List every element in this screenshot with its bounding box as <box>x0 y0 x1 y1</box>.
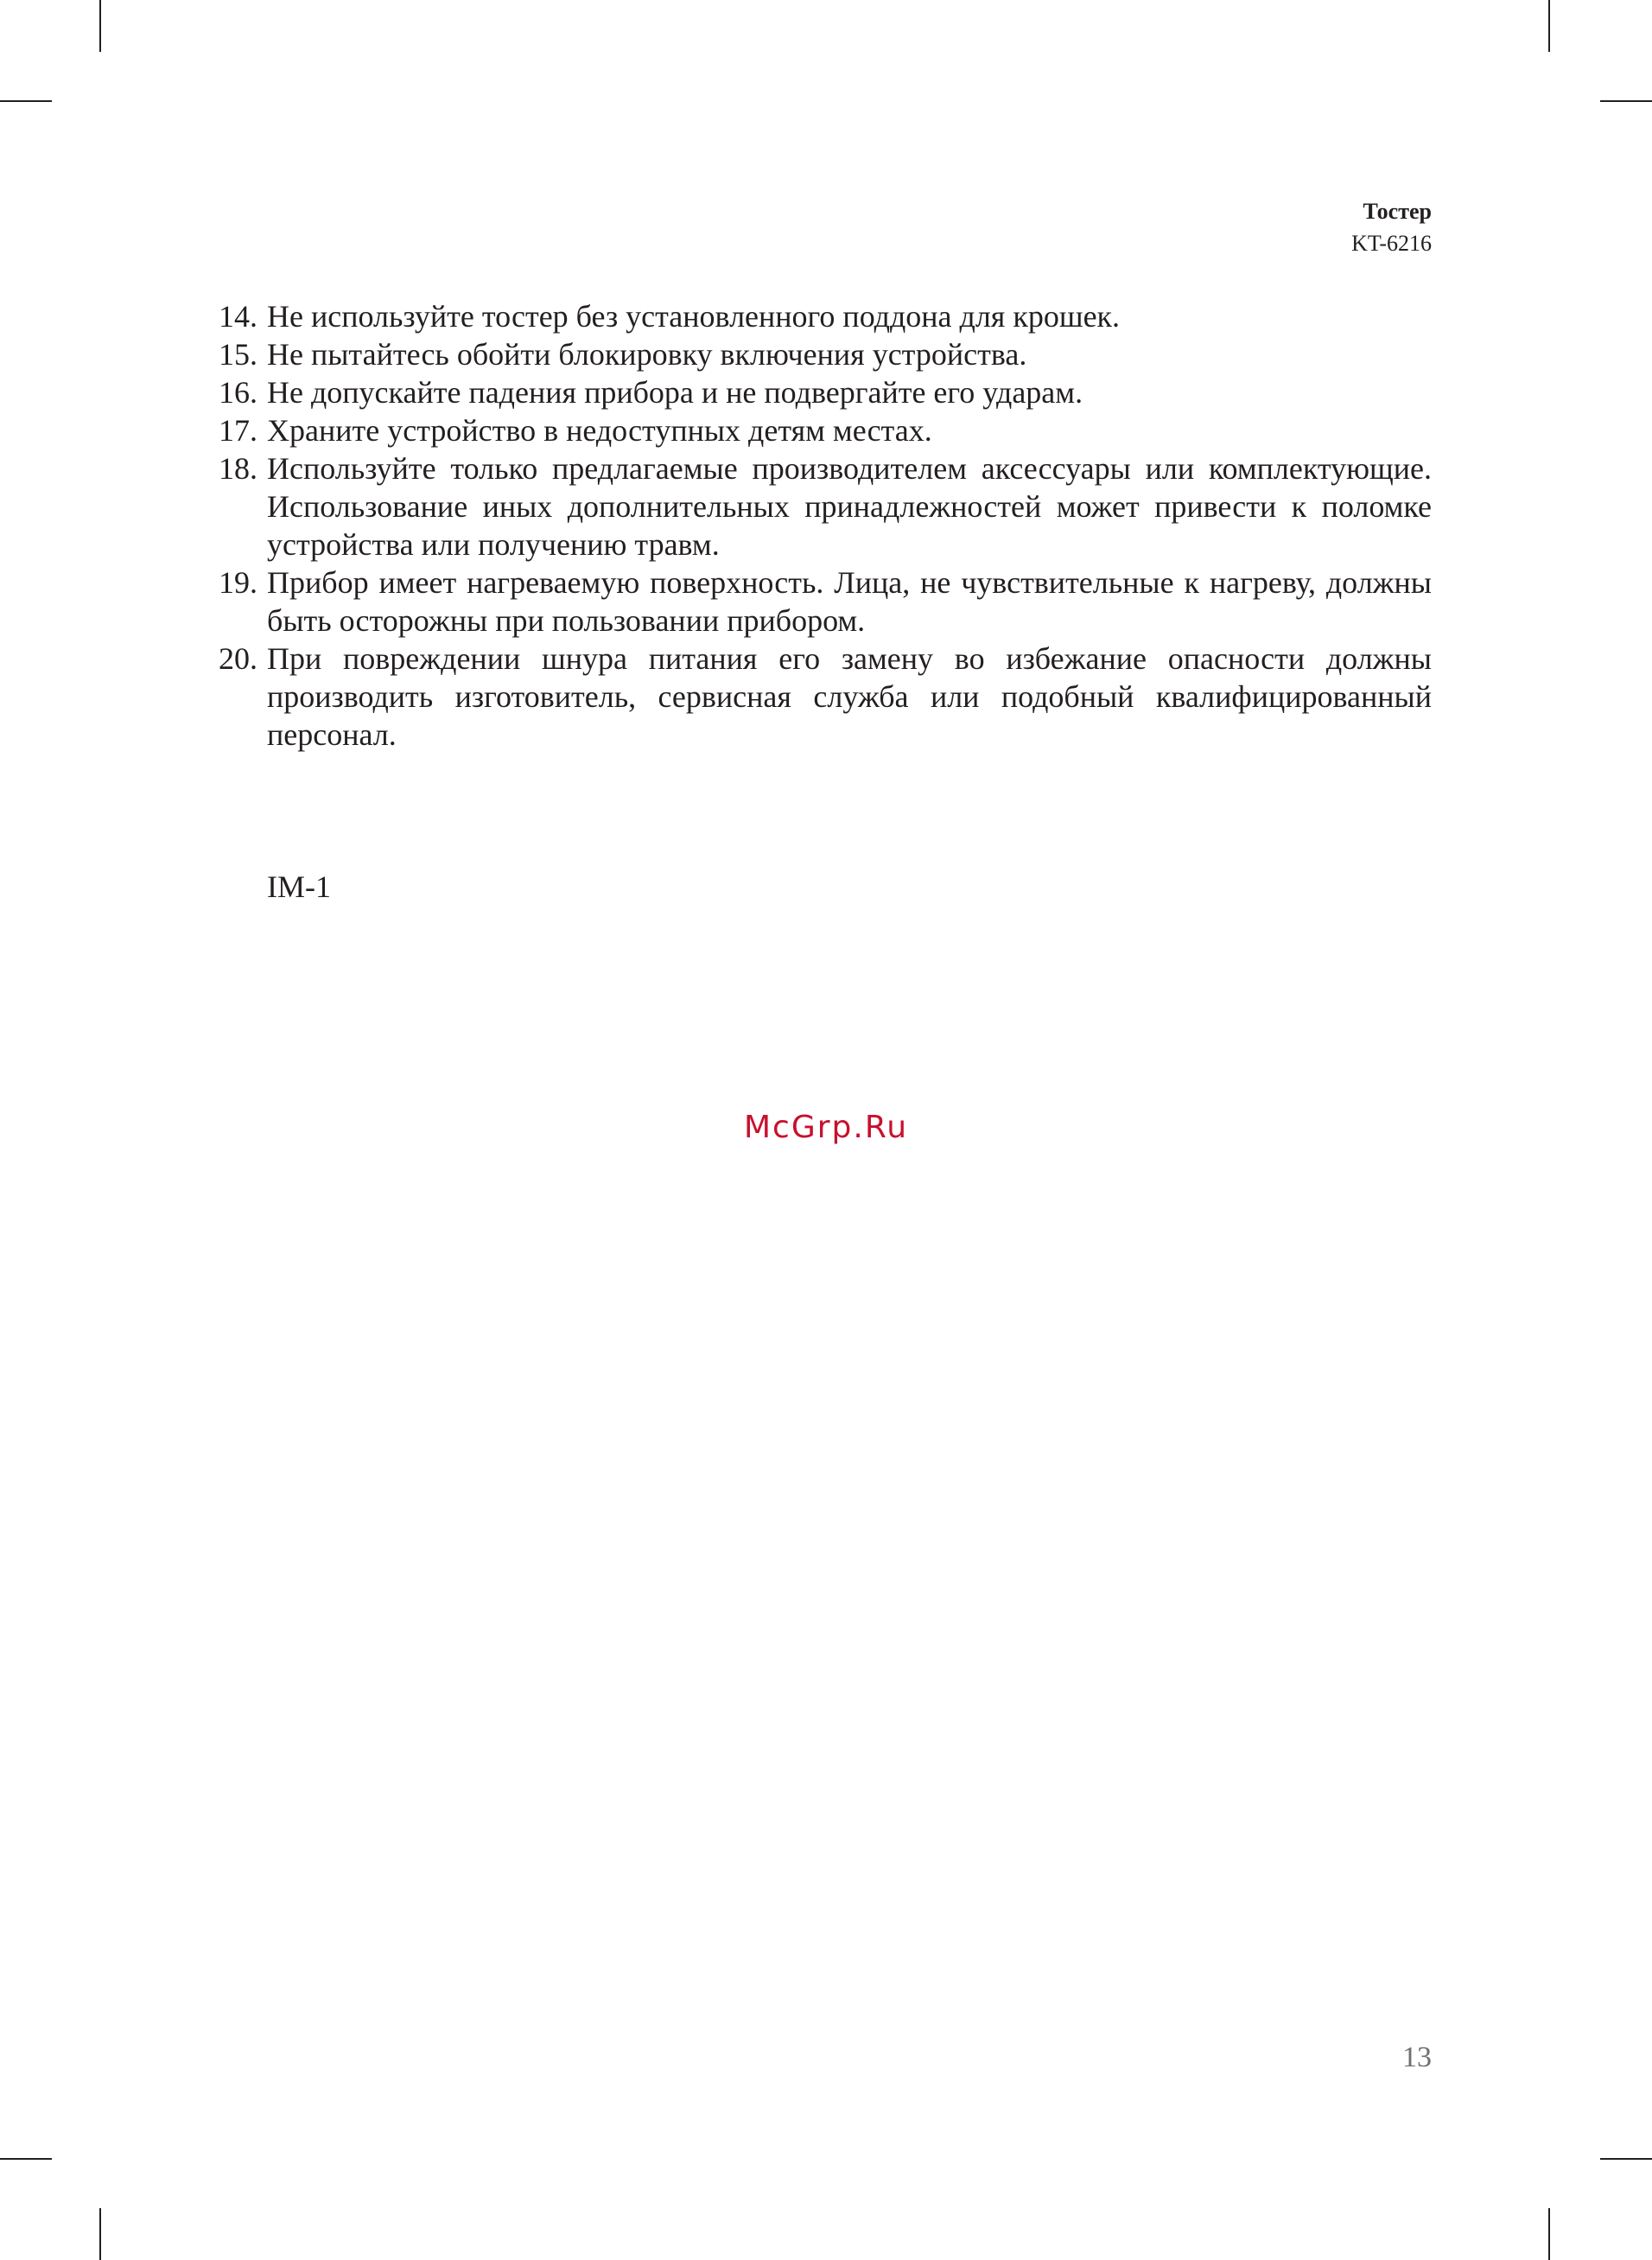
crop-mark <box>1548 0 1550 52</box>
item-text: Не пытайтесь обойти блокировку включения устройства. <box>267 337 1027 372</box>
item-number: 18. <box>219 451 257 486</box>
list-item <box>219 449 1432 563</box>
crop-mark <box>1600 2158 1652 2160</box>
item-text: При повреждении шнура питания его замену во избежание опасности должны производить изготовитель, сервисная служба или подобный квалифицированный персонал. <box>267 641 1432 752</box>
page-number: 13 <box>1402 2041 1432 2073</box>
item-number: 16. <box>219 375 257 410</box>
list-item <box>219 411 1432 449</box>
crop-mark <box>0 100 52 102</box>
crop-mark <box>1600 100 1652 102</box>
watermark-link[interactable]: McGrp.Ru <box>743 1110 909 1145</box>
crop-mark <box>1548 2208 1550 2260</box>
item-number: 19. <box>219 565 257 600</box>
crop-mark <box>99 0 101 52</box>
item-text: Не допускайте падения прибора и не подвергайте его ударам. <box>267 375 1083 410</box>
item-text: Используйте только предлагаемые производителем аксессуары или комплектующие. Использование иных дополнительных принадлежностей может привести к поломке устройства или получению травм. <box>267 451 1432 562</box>
list-item <box>219 640 1432 754</box>
item-number: 20. <box>219 641 257 676</box>
crop-mark <box>99 2208 101 2260</box>
item-number: 15. <box>219 337 257 372</box>
list-item <box>219 563 1432 640</box>
header-model: KT-6216 <box>1351 231 1432 256</box>
list-item <box>219 373 1432 411</box>
item-number: 17. <box>219 413 257 448</box>
document-code: IM-1 <box>267 869 331 904</box>
instruction-list <box>219 297 1432 754</box>
list-item <box>219 335 1432 373</box>
item-number: 14. <box>219 299 257 334</box>
item-text: Прибор имеет нагреваемую поверхность. Лица, не чувствительные к нагреву, должны быть осторожны при пользовании прибором. <box>267 565 1432 638</box>
header-title: Тостер <box>1363 199 1432 224</box>
item-text: Храните устройство в недоступных детям местах. <box>267 413 932 448</box>
item-text: Не используйте тостер без установленного поддона для крошек. <box>267 299 1121 334</box>
page-header <box>1351 195 1432 259</box>
crop-mark <box>0 2158 52 2160</box>
list-item <box>219 297 1432 335</box>
